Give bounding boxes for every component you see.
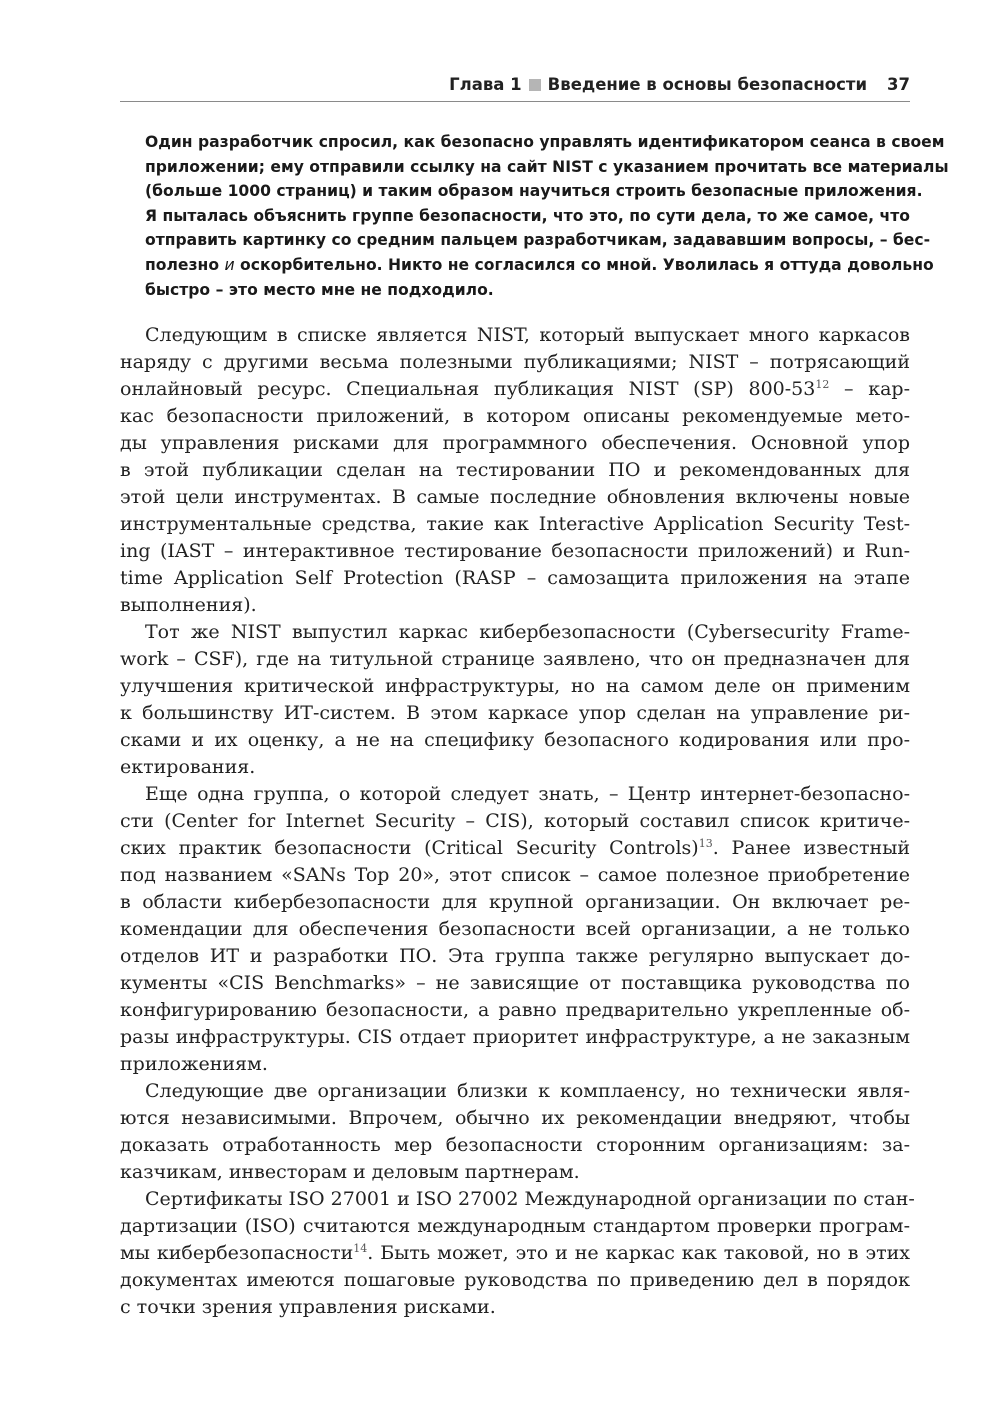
note-line: Один разработчик спросил, как безопасно управлять идентификатором сеанса в своем xyxy=(145,133,945,151)
text-line: инструментальные средства, такие как Interactive Application Security Test- xyxy=(120,513,910,535)
note-line xyxy=(145,253,934,278)
text-segment: онлайновый ресурс. Специальная публикация NIST (SP) 800-53 xyxy=(120,378,816,400)
text-line: time Application Self Protection (RASP – самозащита приложения на этапе xyxy=(120,567,910,589)
text-segment: – кар- xyxy=(829,378,910,400)
chapter-title: Введение в основы безопасности xyxy=(547,75,868,94)
text-segment: ских практик безопасности (Critical Security Controls) xyxy=(120,837,699,859)
footnote-ref-12[interactable]: 12 xyxy=(815,378,830,391)
text-line: Следующие две организации близки к комплаенсу, но технически явля- xyxy=(145,1080,910,1102)
note-text: полезно xyxy=(145,255,225,274)
text-line: документах имеются пошаговые руководства по приведению дел в порядок xyxy=(120,1269,910,1291)
text-line: этой цели инструментах. В самые последние обновления включены новые xyxy=(120,486,910,508)
text-line xyxy=(120,376,910,403)
note-line: быстро – это место мне не подходило. xyxy=(145,280,494,299)
text-line: ектирования. xyxy=(120,756,256,778)
text-line: под названием «SANs Top 20», этот список – самое полезное приобретение xyxy=(120,864,910,886)
header-rule xyxy=(120,101,910,102)
text-line: улучшения критической инфраструктуры, но на самом деле он применим xyxy=(120,675,910,697)
text-segment: . Ранее известный xyxy=(712,837,910,859)
text-line: в этой публикации сделан на тестировании ПО и рекомендованных для xyxy=(120,459,910,481)
page-number: 37 xyxy=(887,75,910,94)
text-line: в области кибербезопасности для крупной организации. Он включает ре- xyxy=(120,891,910,913)
chapter-label: Глава 1 xyxy=(449,75,522,94)
note-line: (больше 1000 страниц) и таким образом научиться строить безопасные приложения. xyxy=(145,182,923,201)
text-line: с точки зрения управления рисками. xyxy=(120,1296,496,1318)
text-line: ются независимыми. Впрочем, обычно их рекомендации внедряют, чтобы xyxy=(120,1107,910,1129)
paragraph-iso xyxy=(120,1186,915,1321)
text-line xyxy=(120,1240,910,1267)
text-line: дартизации (ISO) считаются международным стандартом проверки програм- xyxy=(120,1215,910,1237)
footnote-ref-14[interactable]: 14 xyxy=(353,1242,368,1255)
square-separator-icon xyxy=(529,79,541,91)
text-line: отделов ИТ и разработки ПО. Эта группа также регулярно выпускает до- xyxy=(120,945,910,967)
text-line: Сертификаты ISO 27001 и ISO 27002 Международной организации по стан- xyxy=(145,1188,915,1210)
text-line: Еще одна группа, о которой следует знать, – Центр интернет-безопасно- xyxy=(145,783,910,805)
text-line: work – CSF), где на титульной странице заявлено, что он предназначен для xyxy=(120,648,910,670)
text-line: ing (IAST – интерактивное тестирование безопасности приложений) и Run- xyxy=(120,540,910,562)
text-line: к большинству ИТ-систем. В этом каркасе упор сделан на управление ри- xyxy=(120,702,910,724)
text-line: доказать отработанность мер безопасности сторонним организациям: за- xyxy=(120,1134,910,1156)
text-line: разы инфраструктуры. CIS отдает приоритет инфраструктуре, а не заказным xyxy=(120,1026,910,1048)
text-line: комендации для обеспечения безопасности всей организации, а не только xyxy=(120,918,910,940)
note-line: Я пыталась объяснить группе безопасности, что это, по сути дела, то же самое, что xyxy=(145,206,910,225)
text-line: приложениям. xyxy=(120,1053,268,1075)
paragraph-csf xyxy=(120,619,910,781)
text-segment: . Быть может, это и не каркас как таковой, но в этих xyxy=(367,1242,910,1264)
note-line: отправить картинку со средним пальцем разработчикам, задававшим вопросы, – бес- xyxy=(145,231,931,250)
note-text: оскорбительно. Никто не согласился со мной. Уволилась я оттуда довольно xyxy=(234,255,934,274)
text-line xyxy=(120,835,910,862)
text-line: сками и их оценку, а не на специфику безопасного кодирования или про- xyxy=(120,729,910,751)
note-italic-text: и xyxy=(224,255,235,274)
text-line: наряду с другими весьма полезными публикациями; NIST – потрясающий xyxy=(120,351,910,373)
paragraph-nist xyxy=(120,322,910,619)
text-segment: мы кибербезопасности xyxy=(120,1242,354,1264)
sidebar-note xyxy=(145,130,949,302)
text-line: Следующим в списке является NIST, который выпускает много каркасов xyxy=(145,324,910,346)
text-line: Тот же NIST выпустил каркас кибербезопасности (Cybersecurity Frame- xyxy=(145,621,910,643)
text-line: конфигурированию безопасности, а равно предварительно укрепленные об- xyxy=(120,999,910,1021)
running-header xyxy=(120,70,910,100)
text-line: казчикам, инвесторам и деловым партнерам. xyxy=(120,1161,580,1183)
text-line: ды управления рисками для программного обеспечения. Основной упор xyxy=(120,432,910,454)
footnote-ref-13[interactable]: 13 xyxy=(698,837,713,850)
text-line: выполнения). xyxy=(120,594,257,616)
note-line: приложении; ему отправили ссылку на сайт NIST с указанием прочитать все материалы xyxy=(145,157,949,176)
text-line: сти (Center for Internet Security – CIS), который составил список критиче- xyxy=(120,810,910,832)
paragraph-cis xyxy=(120,781,910,1078)
text-line: кас безопасности приложений, в котором описаны рекомендуемые мето- xyxy=(120,405,910,427)
paragraph-compliance xyxy=(120,1078,910,1186)
main-text xyxy=(120,322,915,1321)
text-line: кументы «CIS Benchmarks» – не зависящие от поставщика руководства по xyxy=(120,972,910,994)
